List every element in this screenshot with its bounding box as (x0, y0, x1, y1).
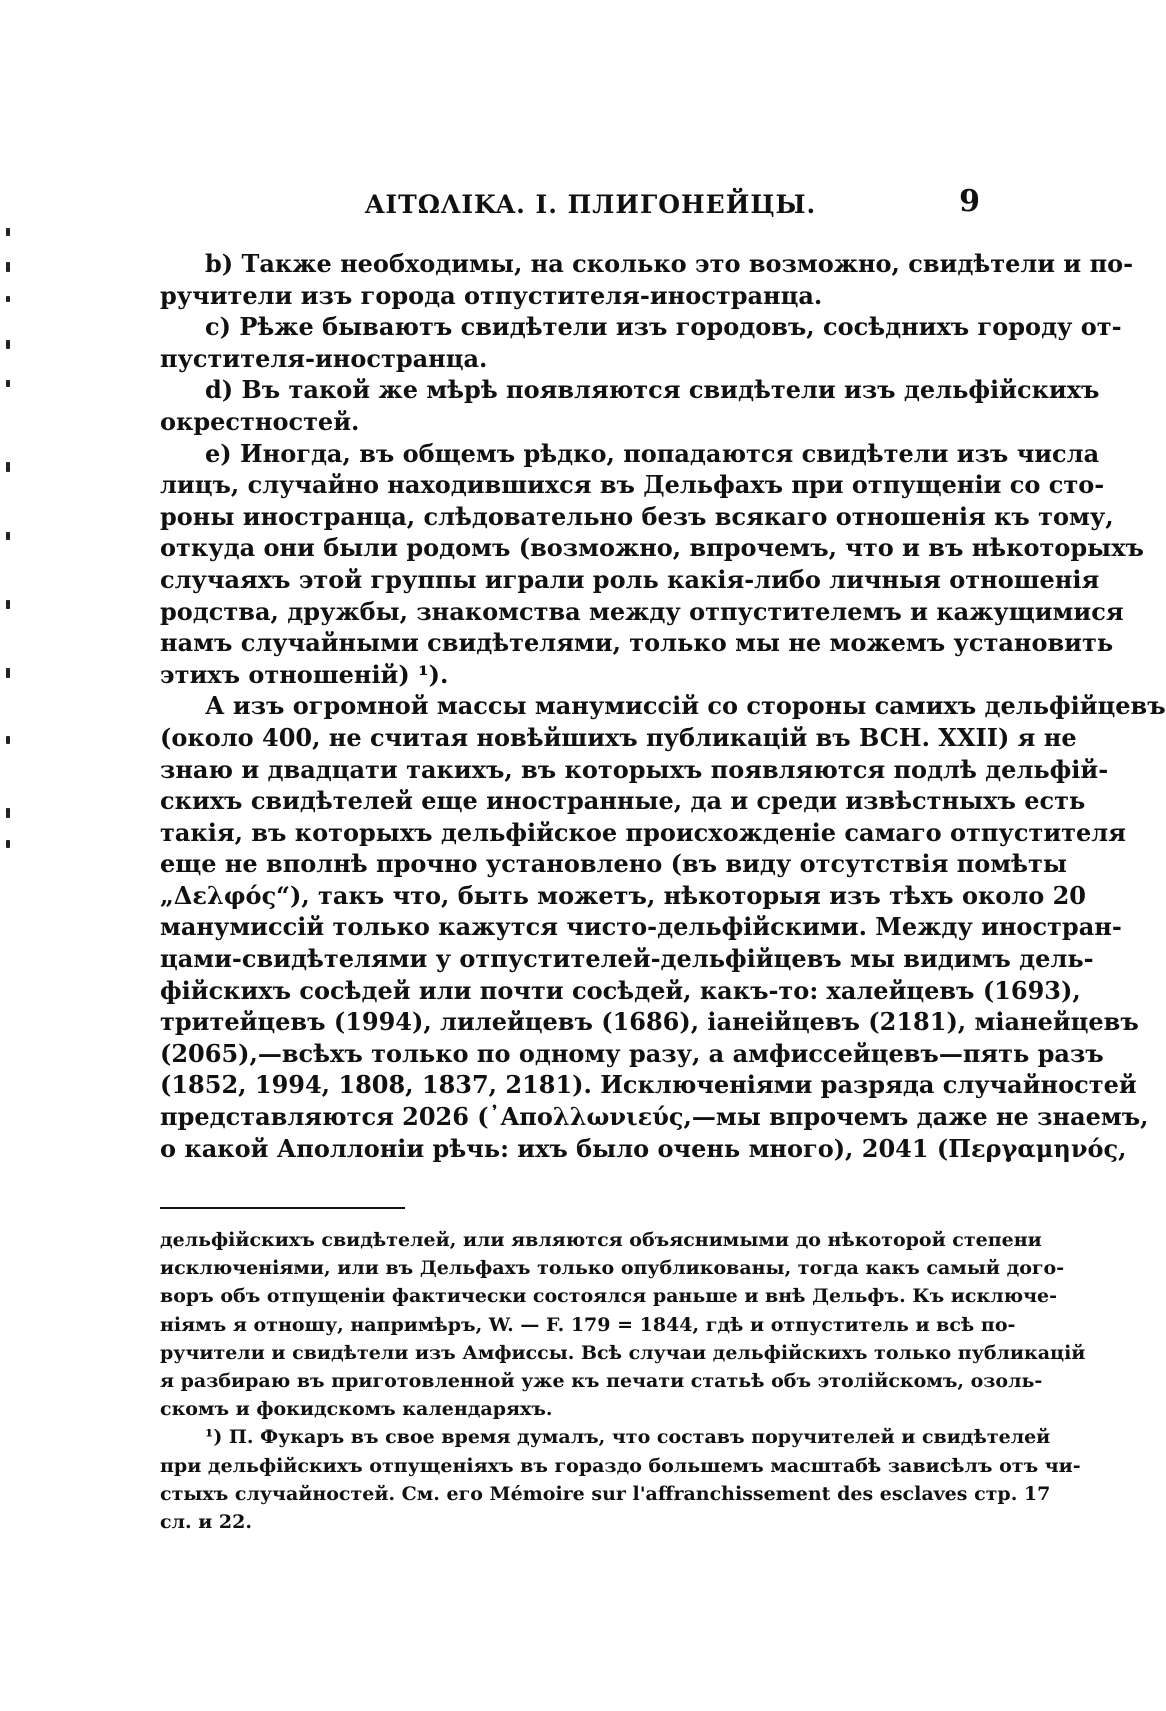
body-text-line: окрестностей. (160, 406, 360, 436)
body-text-line: d) Въ такой же мѣрѣ появляются свидѣтели изъ дельфійскихъ (205, 375, 1100, 405)
body-text-line: знаю и двадцати такихъ, въ которыхъ появляются подлѣ дельфій- (160, 754, 1109, 784)
footnote-separator (160, 1207, 405, 1209)
footnote-line: я разбираю въ приготовленной уже къ печати статьѣ объ этолійскомъ, озоль- (160, 1369, 1043, 1392)
scan-edge-marks (0, 0, 30, 1711)
body-text-line: этихъ отношеній) ¹). (160, 659, 449, 689)
body-text-line: лицъ, случайно находившихся въ Дельфахъ при отпущеніи со сто- (160, 470, 1105, 500)
footnote-line: дельфійскихъ свидѣтелей, или являются объяснимыми до нѣкоторой степени (160, 1229, 1042, 1251)
body-text-line: откуда они были родомъ (возможно, впрочемъ, что и въ нѣкоторыхъ (160, 533, 1144, 563)
body-text-line: представляются 2026 (᾿Απολλωνιεύς,—мы впрочемъ даже не знаемъ, (160, 1102, 1149, 1132)
footnote-line: исключеніями, или въ Дельфахъ только опубликованы, тогда какъ самый дого- (160, 1257, 1065, 1280)
body-text-line: родства, дружбы, знакомства между отпустителемъ и кажущимися (160, 596, 1124, 626)
page-number: 9 (959, 184, 980, 219)
footnote-line: ніямъ я отношу, напримѣръ, W. — F. 179 = 1844, гдѣ и отпуститель и всѣ по- (160, 1313, 1016, 1336)
body-text-line: фійскихъ сосѣдей или почти сосѣдей, какъ-то: халейцевъ (1693), (160, 975, 1081, 1005)
running-header (160, 184, 980, 230)
body-text-line: (1852, 1994, 1808, 1837, 2181). Исключеніями разряда случайностей (160, 1070, 1137, 1100)
body-text-line: (около 400, не считая новѣйшихъ публикацій въ BCH. XXII) я не (160, 722, 1077, 752)
running-title: AITΩΛIKA. I. ПЛИГОНЕЙЦЫ. (365, 190, 817, 219)
body-text-line: тритейцевъ (1994), лилейцевъ (1686), іанеійцевъ (2181), міанейцевъ (160, 1007, 1139, 1037)
footnote-line: скомъ и фокидскомъ календаряхъ. (160, 1398, 553, 1421)
main-text (160, 248, 1166, 1164)
footnote-line: сл. и 22. (160, 1510, 252, 1533)
footnote-line: ¹) П. Фукаръ въ свое время думалъ, что составъ поручителей и свидѣтелей (205, 1426, 1051, 1449)
body-text-line: о какой Аполлоніи рѣчь: ихъ было очень много), 2041 (Περγαμηνός, (160, 1133, 1127, 1163)
body-text-line: пустителя-иностранца. (160, 343, 488, 373)
body-text-line: цами-свидѣтелями у отпустителей-дельфійцевъ мы видимъ дель- (160, 944, 1094, 974)
footnote-line: при дельфійскихъ отпущеніяхъ въ гораздо большемъ масштабѣ зависѣлъ отъ чи- (160, 1454, 1081, 1477)
body-text-line: b) Также необходимы, на сколько это возможно, свидѣтели и по- (205, 249, 1134, 278)
footnotes (160, 1226, 1086, 1536)
body-text-line: (2065),—всѣхъ только по одному разу, а амфиссейцевъ—пять разъ (160, 1038, 1104, 1068)
body-text-line: случаяхъ этой группы играли роль какія-либо личныя отношенія (160, 564, 1100, 594)
body-text-line: c) Рѣже бываютъ свидѣтели изъ городовъ, сосѣднихъ городу от- (205, 312, 1122, 342)
body-text-line: манумиссій только кажутся чисто-дельфійскими. Между иностран- (160, 912, 1122, 942)
footnote-line: воръ объ отпущеніи фактически состоялся раньше и внѣ Дельфъ. Къ исключе- (160, 1285, 1057, 1308)
body-text-line: скихъ свидѣтелей еще иностранные, да и среди извѣстныхъ есть (160, 786, 1086, 816)
body-text-line: еще не вполнѣ прочно установлено (въ виду отсутствія помѣты (160, 849, 1067, 879)
body-text-line: ручители изъ города отпустителя-иностранца. (160, 280, 823, 310)
body-text-line: роны иностранца, слѣдовательно безъ всякаго отношенія къ тому, (160, 501, 1114, 531)
body-text-line: А изъ огромной массы манумиссій со стороны самихъ дельфійцевъ (205, 691, 1166, 721)
footnote-line: стыхъ случайностей. См. его Mémoire sur l'affranchissement des esclaves стр. 17 (160, 1482, 1051, 1505)
body-text-line: намъ случайными свидѣтелями, только мы не можемъ установить (160, 628, 1114, 658)
footnote-line: ручители и свидѣтели изъ Амфиссы. Всѣ случаи дельфійскихъ только публикацій (160, 1341, 1086, 1364)
body-text-line: „Δελφός“), такъ что, быть можетъ, нѣкоторыя изъ тѣхъ около 20 (160, 880, 1086, 910)
body-text-line: e) Иногда, въ общемъ рѣдко, попадаются свидѣтели изъ числа (205, 438, 1100, 468)
body-text-line: такія, въ которыхъ дельфійское происхожденіе самаго отпустителя (160, 817, 1126, 847)
